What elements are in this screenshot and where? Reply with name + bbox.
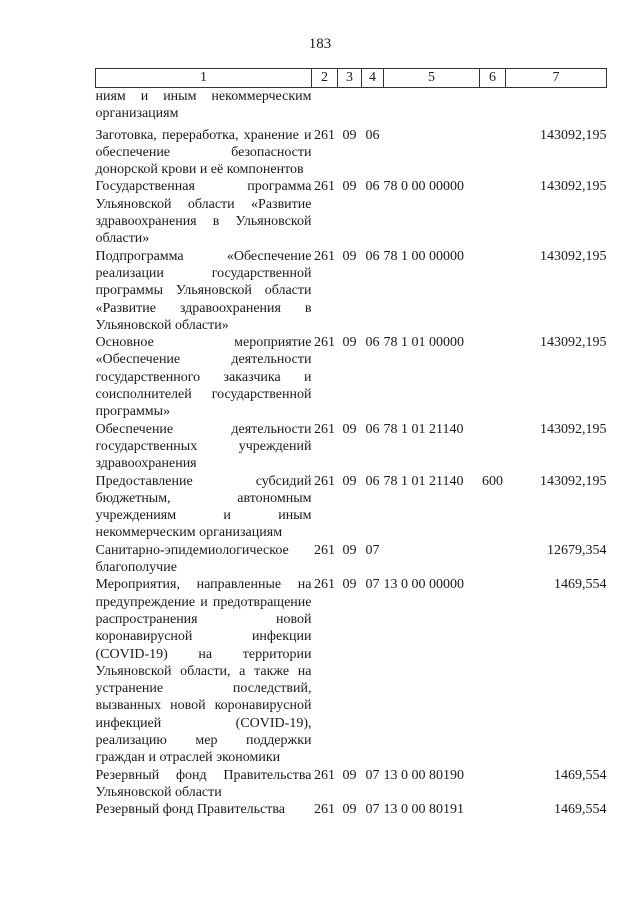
budget-table bbox=[95, 68, 607, 818]
target-article-code bbox=[384, 542, 480, 577]
subsection-code: 07 bbox=[365, 802, 380, 818]
expense-type-code bbox=[480, 334, 506, 420]
amount: 143092,195 bbox=[540, 248, 607, 264]
target-article-code: 78 1 01 21140 bbox=[383, 473, 464, 489]
expense-type-code bbox=[480, 248, 506, 334]
target-article-code: 13 0 00 80191 bbox=[383, 802, 464, 818]
table-row bbox=[96, 248, 607, 334]
expense-type-code bbox=[480, 767, 506, 802]
expense-type-code bbox=[480, 542, 506, 577]
table-row bbox=[96, 127, 607, 179]
amount: 143092,195 bbox=[540, 127, 607, 143]
table-row bbox=[96, 767, 607, 802]
amount: 12679,354 bbox=[547, 542, 607, 558]
subsection-code: 06 bbox=[365, 179, 380, 195]
target-article-code: 13 0 00 00000 bbox=[383, 577, 464, 593]
ministry-code: 261 bbox=[314, 542, 335, 558]
table-row bbox=[96, 473, 607, 542]
header-cell: 6 bbox=[480, 69, 506, 88]
header-cell: 4 bbox=[362, 69, 384, 88]
section-code: 09 bbox=[342, 577, 357, 593]
table-row bbox=[96, 576, 607, 766]
expense-type-code bbox=[480, 178, 506, 247]
ministry-code: 261 bbox=[314, 421, 335, 437]
row-name: Подпрограмма «Обеспечение реализации государственной программы Ульяновской области «Развитие здравоохранения в Ульяновской области» bbox=[95, 248, 312, 333]
amount: 143092,195 bbox=[540, 335, 607, 351]
ministry-code: 261 bbox=[314, 127, 335, 143]
row-name: Обеспечение деятельности государственных учреждений здравоохранения bbox=[95, 421, 312, 472]
row-name: ниям и иным некоммерческим организациям bbox=[95, 89, 312, 122]
section-code: 09 bbox=[342, 421, 357, 437]
header-cell: 2 bbox=[312, 69, 338, 88]
subsection-code: 07 bbox=[365, 542, 380, 558]
amount: 1469,554 bbox=[554, 802, 607, 818]
expense-type-code bbox=[480, 421, 506, 473]
table-row bbox=[96, 88, 607, 123]
row-name: Заготовка, переработка, хранение и обеспечение безопасности донорской крови и её компонентов bbox=[95, 127, 312, 178]
table-row bbox=[96, 178, 607, 247]
subsection-code: 06 bbox=[365, 421, 380, 437]
target-article-code: 78 0 00 00000 bbox=[383, 179, 464, 195]
ministry-code: 261 bbox=[314, 802, 335, 818]
ministry-code: 261 bbox=[314, 179, 335, 195]
ministry-code: 261 bbox=[314, 248, 335, 264]
expense-type-code bbox=[480, 576, 506, 766]
target-article-code bbox=[384, 88, 480, 123]
row-name: Предоставление субсидий бюджетным, автономным учреждениям и иным некоммерческим организациям bbox=[95, 473, 312, 541]
target-article-code: 13 0 00 80190 bbox=[383, 767, 464, 783]
header-cell: 3 bbox=[338, 69, 362, 88]
subsection-code: 06 bbox=[365, 127, 380, 143]
row-name: Санитарно-эпидемиологическое благополучие bbox=[95, 542, 289, 576]
row-name: Основное мероприятие «Обеспечение деятельности государственного заказчика и соисполнителей государственной программы» bbox=[95, 335, 312, 420]
subsection-code: 06 bbox=[365, 335, 380, 351]
section-code bbox=[338, 88, 362, 123]
expense-type-code bbox=[480, 88, 506, 123]
subsection-code: 06 bbox=[365, 473, 380, 489]
expense-type-code bbox=[480, 127, 506, 179]
section-code: 09 bbox=[342, 767, 357, 783]
amount: 143092,195 bbox=[540, 179, 607, 195]
target-article-code bbox=[384, 127, 480, 179]
header-cell: 1 bbox=[96, 69, 312, 88]
ministry-code bbox=[312, 88, 338, 123]
row-name: Резервный фонд Правительства Ульяновской области bbox=[95, 767, 312, 800]
page-number: 183 bbox=[308, 36, 332, 52]
table-row bbox=[96, 334, 607, 420]
target-article-code: 78 1 00 00000 bbox=[383, 248, 464, 264]
target-article-code: 78 1 01 21140 bbox=[383, 421, 464, 437]
subsection-code: 07 bbox=[365, 577, 380, 593]
section-code: 09 bbox=[342, 179, 357, 195]
subsection-code: 07 bbox=[365, 767, 380, 783]
section-code: 09 bbox=[342, 542, 357, 558]
row-name: Государственная программа Ульяновской области «Развитие здравоохранения в Ульяновской области» bbox=[95, 179, 312, 247]
section-code: 09 bbox=[342, 248, 357, 264]
section-code: 09 bbox=[342, 802, 357, 818]
subsection-code: 06 bbox=[365, 248, 380, 264]
expense-type-code bbox=[480, 801, 506, 818]
section-code: 09 bbox=[342, 127, 357, 143]
table-row bbox=[96, 801, 607, 818]
amount: 1469,554 bbox=[554, 767, 607, 783]
ministry-code: 261 bbox=[314, 335, 335, 351]
section-code: 09 bbox=[342, 473, 357, 489]
amount bbox=[506, 88, 607, 123]
table-row bbox=[96, 421, 607, 473]
ministry-code: 261 bbox=[314, 577, 335, 593]
table-row bbox=[96, 542, 607, 577]
ministry-code: 261 bbox=[314, 767, 335, 783]
row-name: Резервный фонд Правительства bbox=[95, 802, 286, 818]
table-body bbox=[96, 88, 607, 819]
header-cell: 7 bbox=[506, 69, 607, 88]
subsection-code bbox=[362, 88, 384, 123]
header-row bbox=[96, 69, 607, 88]
header-cell: 5 bbox=[384, 69, 480, 88]
section-code: 09 bbox=[342, 335, 357, 351]
amount: 143092,195 bbox=[540, 421, 607, 437]
row-name: Мероприятия, направленные на предупреждение и предотвращение распространения новой коронавирусной инфекции (COVID-19) на территории Ульяновской области, а также на устранение последствий, вызванных новой коронавирусной инфекцией (COVID-19), реализацию мер поддержки граждан и отраслей экономики bbox=[95, 577, 312, 766]
expense-type-code: 600 bbox=[482, 473, 503, 489]
amount: 143092,195 bbox=[540, 473, 607, 489]
amount: 1469,554 bbox=[554, 577, 607, 593]
ministry-code: 261 bbox=[314, 473, 335, 489]
target-article-code: 78 1 01 00000 bbox=[383, 335, 464, 351]
